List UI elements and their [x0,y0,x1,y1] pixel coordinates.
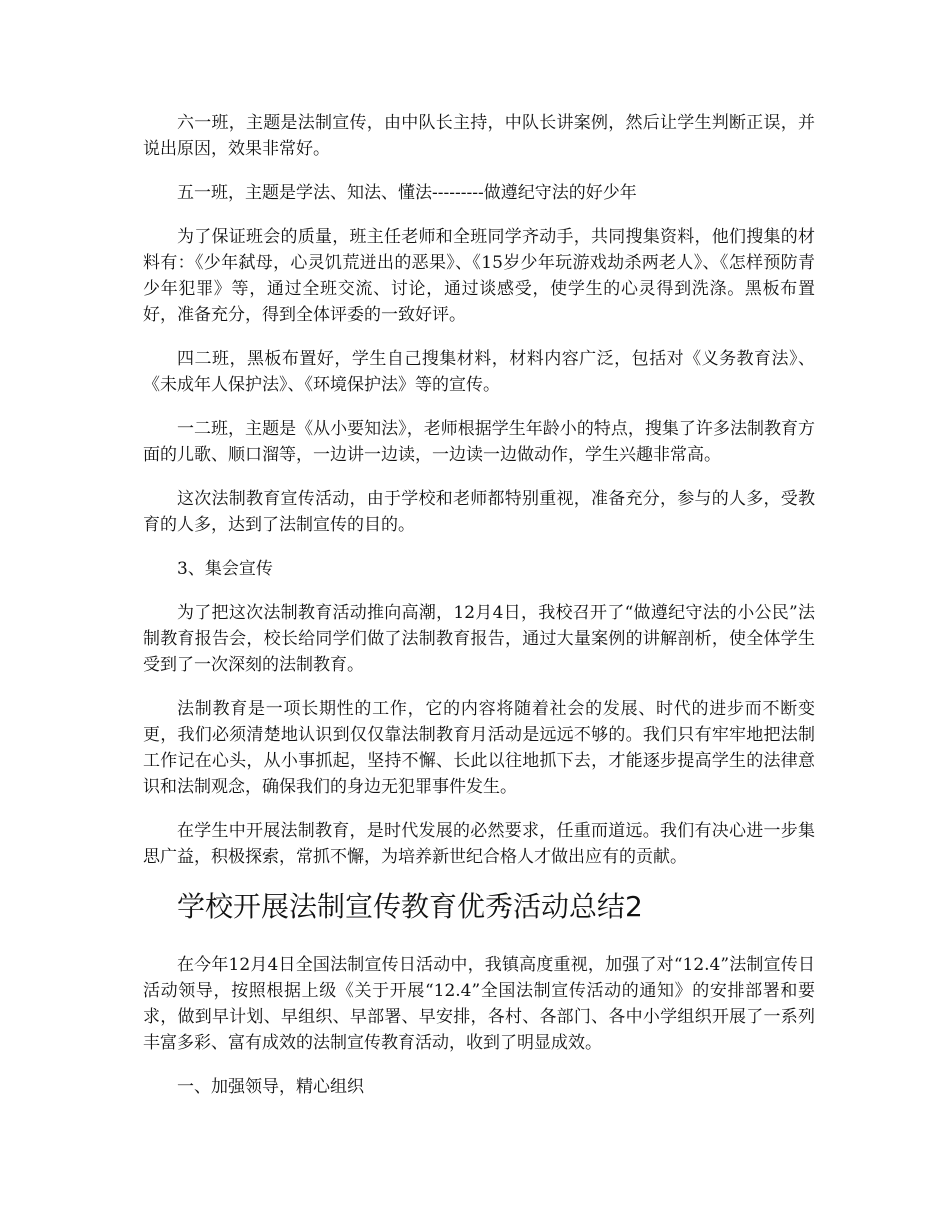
section-title-assembly: 3、集会宣传 [177,559,273,579]
paragraph-class-6-1: 六一班，主题是法制宣传，由中队长主持，中队长讲案例，然后让学生判断正误，并说出原因，效果非常好。 [143,113,815,159]
paragraph-assembly-report: 为了把这次法制教育活动推向高潮，12月4日，我校召开了“做遵纪守法的小公民”法制教育报告会，校长给同学们做了法制教育报告，通过大量案例的讲解剖析，使全体学生受到了一次深刻的法制教育。 [143,603,815,675]
paragraph-class-meeting-materials: 为了保证班会的质量，班主任老师和全班同学齐动手，共同搜集资料，他们搜集的材料有：《少年弑母，心灵饥荒迸出的恶果》、《15岁少年玩游戏劫杀两老人》、《怎样预防青少年犯罪》等，通过全班交流、讨论，通过谈感受，使学生的心灵得到洗涤。黑板布置好，准备充分，得到全体评委的一致好评。 [143,227,815,325]
paragraph-activity-summary: 这次法制教育宣传活动，由于学校和老师都特别重视，准备充分，参与的人多，受教育的人多，达到了法制宣传的目的。 [143,489,815,535]
document-body [143,110,815,1118]
paragraph-long-term-work: 法制教育是一项长期性的工作，它的内容将随着社会的发展、时代的进步而不断变更，我们必须清楚地认识到仅仅靠法制教育月活动是远远不够的。我们只有牢牢地把法制工作记在心头，从小事抓起，坚持不懈、长此以往地抓下去，才能逐步提高学生的法律意识和法制观念，确保我们的身边无犯罪事件发生。 [143,699,815,797]
paragraph-class-4-2: 四二班，黑板布置好，学生自己搜集材料，材料内容广泛，包括对《义务教育法》、《未成年人保护法》、《环境保护法》等的宣传。 [143,349,815,395]
article-heading: 学校开展法制宣传教育优秀活动总结2 [177,890,643,923]
paragraph-town-activity: 在今年12月4日全国法制宣传日活动中，我镇高度重视，加强了对“12.4”法制宣传日活动领导，按照根据上级《关于开展“12.4”全国法制宣传活动的通知》的安排部署和要求，做到早计划、早组织、早部署、早安排，各村、各部门、各中小学组织开展了一系列丰富多彩、富有成效的法制宣传教育活动，收到了明显成效。 [143,955,815,1053]
paragraph-class-1-2: 一二班，主题是《从小要知法》，老师根据学生年龄小的特点，搜集了许多法制教育方面的儿歌、顺口溜等，一边讲一边读，一边读一边做动作，学生兴趣非常高。 [143,419,815,465]
paragraph-class-5-1: 五一班，主题是学法、知法、懂法---------做遵纪守法的好少年 [177,183,637,203]
section-title-leadership: 一、加强领导，精心组织 [177,1077,364,1097]
paragraph-conclusion: 在学生中开展法制教育，是时代发展的必然要求，任重而道远。我们有决心进一步集思广益，积极探索，常抓不懈，为培养新世纪合格人才做出应有的贡献。 [143,821,815,867]
